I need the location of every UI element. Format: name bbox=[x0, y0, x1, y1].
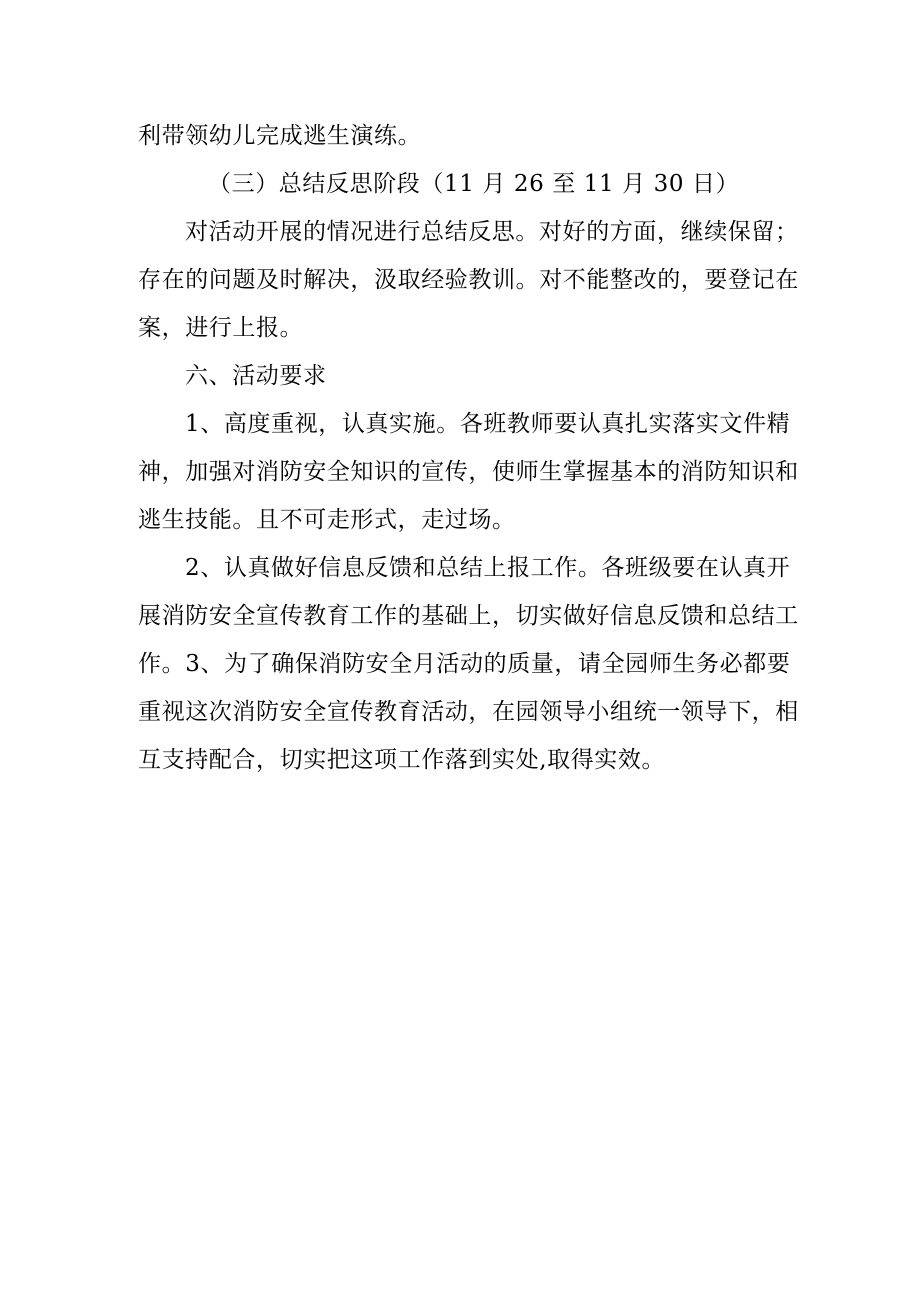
text-line: 案，进行上报。 bbox=[138, 315, 304, 341]
document-body bbox=[138, 112, 799, 784]
text-line: 互支持配合，切实把这项工作落到实处,取得实效。 bbox=[138, 747, 666, 773]
section-heading: 六、活动要求 bbox=[185, 363, 327, 389]
section-heading: （三）总结反思阶段（11 月 26 至 11 月 30 日） bbox=[208, 171, 740, 197]
text-line: 逃生技能。且不可走形式，走过场。 bbox=[138, 507, 516, 533]
text-line: 重视这次消防安全宣传教育活动，在园领导小组统一领导下，相 bbox=[138, 699, 799, 725]
text-line: 存在的问题及时解决，汲取经验教训。对不能整改的，要登记在 bbox=[138, 267, 799, 293]
text-line: 神，加强对消防安全知识的宣传，使师生掌握基本的消防知识和 bbox=[138, 459, 799, 485]
text-line: 1、高度重视，认真实施。各班教师要认真扎实落实文件精 bbox=[185, 411, 791, 437]
text-line: 利带领幼儿完成逃生演练。 bbox=[138, 123, 422, 149]
text-line: 对活动开展的情况进行总结反思。对好的方面，继续保留； bbox=[185, 219, 799, 245]
text-line: 展消防安全宣传教育工作的基础上，切实做好信息反馈和总结工 bbox=[138, 603, 799, 629]
text-line: 2、认真做好信息反馈和总结上报工作。各班级要在认真开 bbox=[185, 555, 791, 581]
text-line: 作。3、为了确保消防安全月活动的质量，请全园师生务必都要 bbox=[138, 651, 791, 677]
